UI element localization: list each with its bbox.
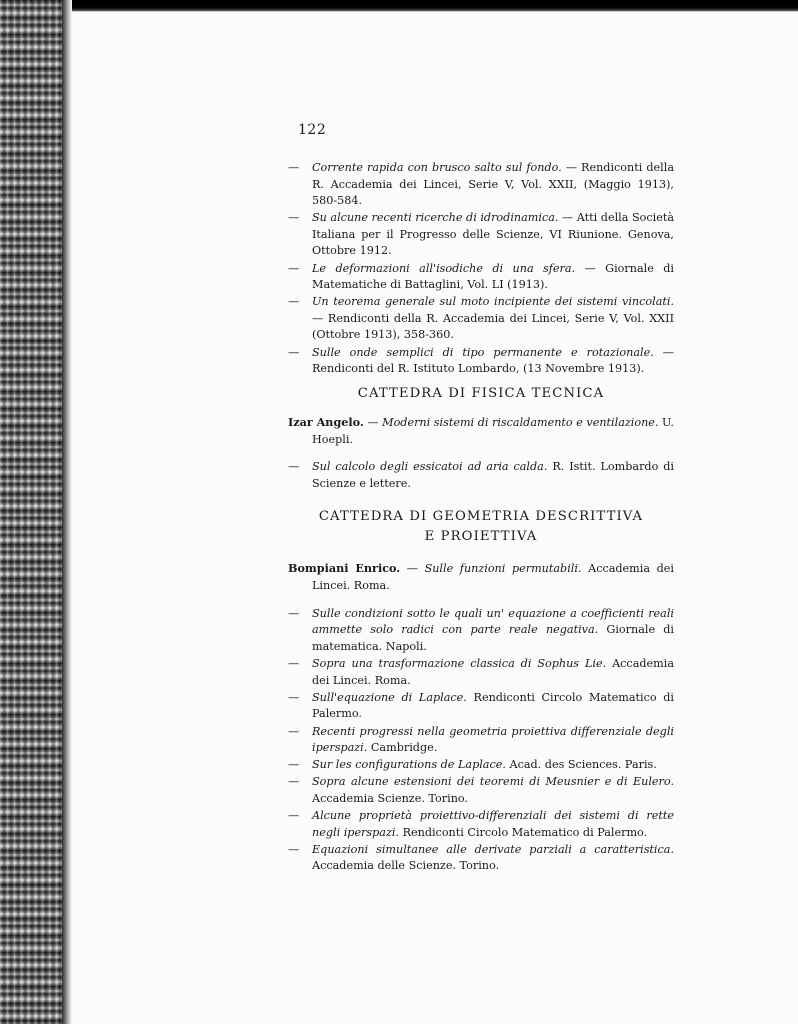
top-scan-shadow	[0, 0, 798, 12]
list-item	[288, 842, 674, 875]
entry-dash: —	[288, 775, 300, 789]
entry-text: R. Istit. Lombardo di Scienze e lettere.	[312, 460, 674, 490]
entry-dash: —	[288, 657, 300, 671]
entry-dash: —	[288, 211, 300, 225]
entry-text: — Rendiconti della R. Accademia dei Lincei, Serie V, Vol. XXII (Ottobre 1913), 358-360.	[312, 311, 674, 342]
entry-title: Corrente rapida con brusco salto sul fondo.	[312, 161, 562, 174]
entry-title: Sopra alcune estensioni dei teoremi di Meusnier e di Eulero.	[312, 775, 674, 789]
initial-entries-list	[288, 160, 674, 378]
entry-text: Cambridge.	[367, 741, 438, 755]
entry-title: Sull'equazione di Laplace.	[312, 690, 467, 704]
entry-text: Acad. des Sciences. Paris.	[505, 758, 657, 772]
author-separator: —	[400, 562, 425, 576]
list-item	[288, 345, 674, 378]
entry-text: — Giornale di Matematiche di Battaglini, Vol. LI (1913).	[312, 261, 674, 292]
entry-title: Recenti progressi nella geometria proiettiva differenziale degli iperspazi.	[312, 724, 674, 755]
bibliography-content	[288, 160, 674, 875]
entry-text: U. Hoepli.	[312, 415, 674, 446]
entry-title: Su alcune recenti ricerche di idrodinamica.	[312, 211, 559, 225]
list-item	[288, 757, 674, 774]
entry-dash: —	[288, 345, 300, 359]
entry-text: — Rendiconti del R. Istituto Lombardo, (13 Novembre 1913).	[312, 345, 674, 376]
entry-title: Moderni sistemi di riscaldamento e ventilazione.	[382, 415, 659, 429]
entry-text: — Atti della Società Italiana per il Progresso delle Scienze, VI Riunione. Genova, Ottobre 1912.	[312, 211, 674, 258]
author-name: Bompiani Enrico.	[288, 561, 401, 576]
entry-dash: —	[288, 606, 300, 620]
entry-title: Alcune proprietà proiettivo-differenziali dei sistemi di rette negli iperspazi.	[312, 808, 674, 839]
entry-title: Sulle onde semplici di tipo permanente e rotazionale.	[312, 345, 654, 359]
author-entry-bompiani	[288, 560, 674, 594]
spine-edge-gradient	[62, 0, 72, 1024]
entry-title: Le deformazioni all'isodiche di una sfera.	[312, 261, 576, 275]
list-item	[288, 724, 674, 757]
entry-dash: —	[288, 295, 300, 309]
entry-text: Giornale di matematica. Napoli.	[312, 623, 674, 654]
author-entry-izar	[288, 414, 674, 448]
heading-line-2: E PROIETTIVA	[424, 529, 538, 545]
list-item	[288, 656, 674, 689]
entry-text: — Rendiconti della R. Accademia dei Lincei, Serie V, Vol. XXII, (Maggio 1913), 580-584.	[312, 161, 675, 208]
entry-text: Accademia dei Lincei. Roma.	[312, 657, 674, 687]
entry-dash: —	[288, 758, 300, 772]
entry-dash: —	[288, 161, 300, 174]
entry-dash: —	[288, 808, 300, 822]
entry-text: Rendiconti Circolo Matematico di Palermo.	[399, 825, 648, 839]
list-item	[288, 160, 674, 210]
entry-title: Equazioni simultanee alle derivate parziali a caratteristica.	[312, 842, 674, 856]
entry-text: Accademia Scienze. Torino.	[312, 791, 468, 805]
list-item	[288, 459, 674, 492]
list-item	[288, 606, 674, 656]
entry-text: Rendiconti Circolo Matematico di Palermo.	[312, 690, 674, 721]
entry-dash: —	[288, 261, 300, 275]
entry-title: Sulle condizioni sotto le quali un' equazione a coefficienti reali ammette solo radici con parte reale negativa.	[312, 606, 674, 637]
entry-dash: —	[288, 460, 300, 474]
author-name: Izar Angelo.	[288, 414, 364, 429]
list-item	[288, 808, 674, 841]
entry-title: Sul calcolo degli essicatoi ad aria calda.	[312, 460, 548, 474]
list-item	[288, 690, 674, 723]
section-heading-fisica: CATTEDRA DI FISICA TECNICA	[357, 385, 605, 401]
heading-line-1: CATTEDRA DI GEOMETRIA DESCRITTIVA	[318, 509, 644, 525]
spine-texture	[0, 0, 62, 1024]
list-item	[288, 210, 674, 260]
list-item	[288, 774, 674, 807]
entry-title: Sulle funzioni permutabili.	[424, 562, 582, 576]
section-heading-geometria	[288, 508, 674, 546]
entry-dash: —	[288, 690, 300, 704]
page-number: 122	[298, 122, 327, 138]
list-item	[288, 294, 674, 344]
entry-dash: —	[288, 724, 300, 738]
entry-text: Accademia delle Scienze. Torino.	[312, 859, 500, 873]
entry-text: Accademia dei Lincei. Roma.	[312, 562, 674, 593]
author-separator: —	[363, 415, 383, 429]
entry-title: Un teorema generale sul moto incipiente dei sistemi vincolati.	[312, 295, 674, 309]
entry-title: Sopra una trasformazione classica di Sophus Lie.	[312, 657, 607, 671]
entry-dash: —	[288, 842, 300, 856]
list-item	[288, 261, 674, 294]
entry-title: Sur les configurations de Laplace.	[312, 758, 506, 772]
